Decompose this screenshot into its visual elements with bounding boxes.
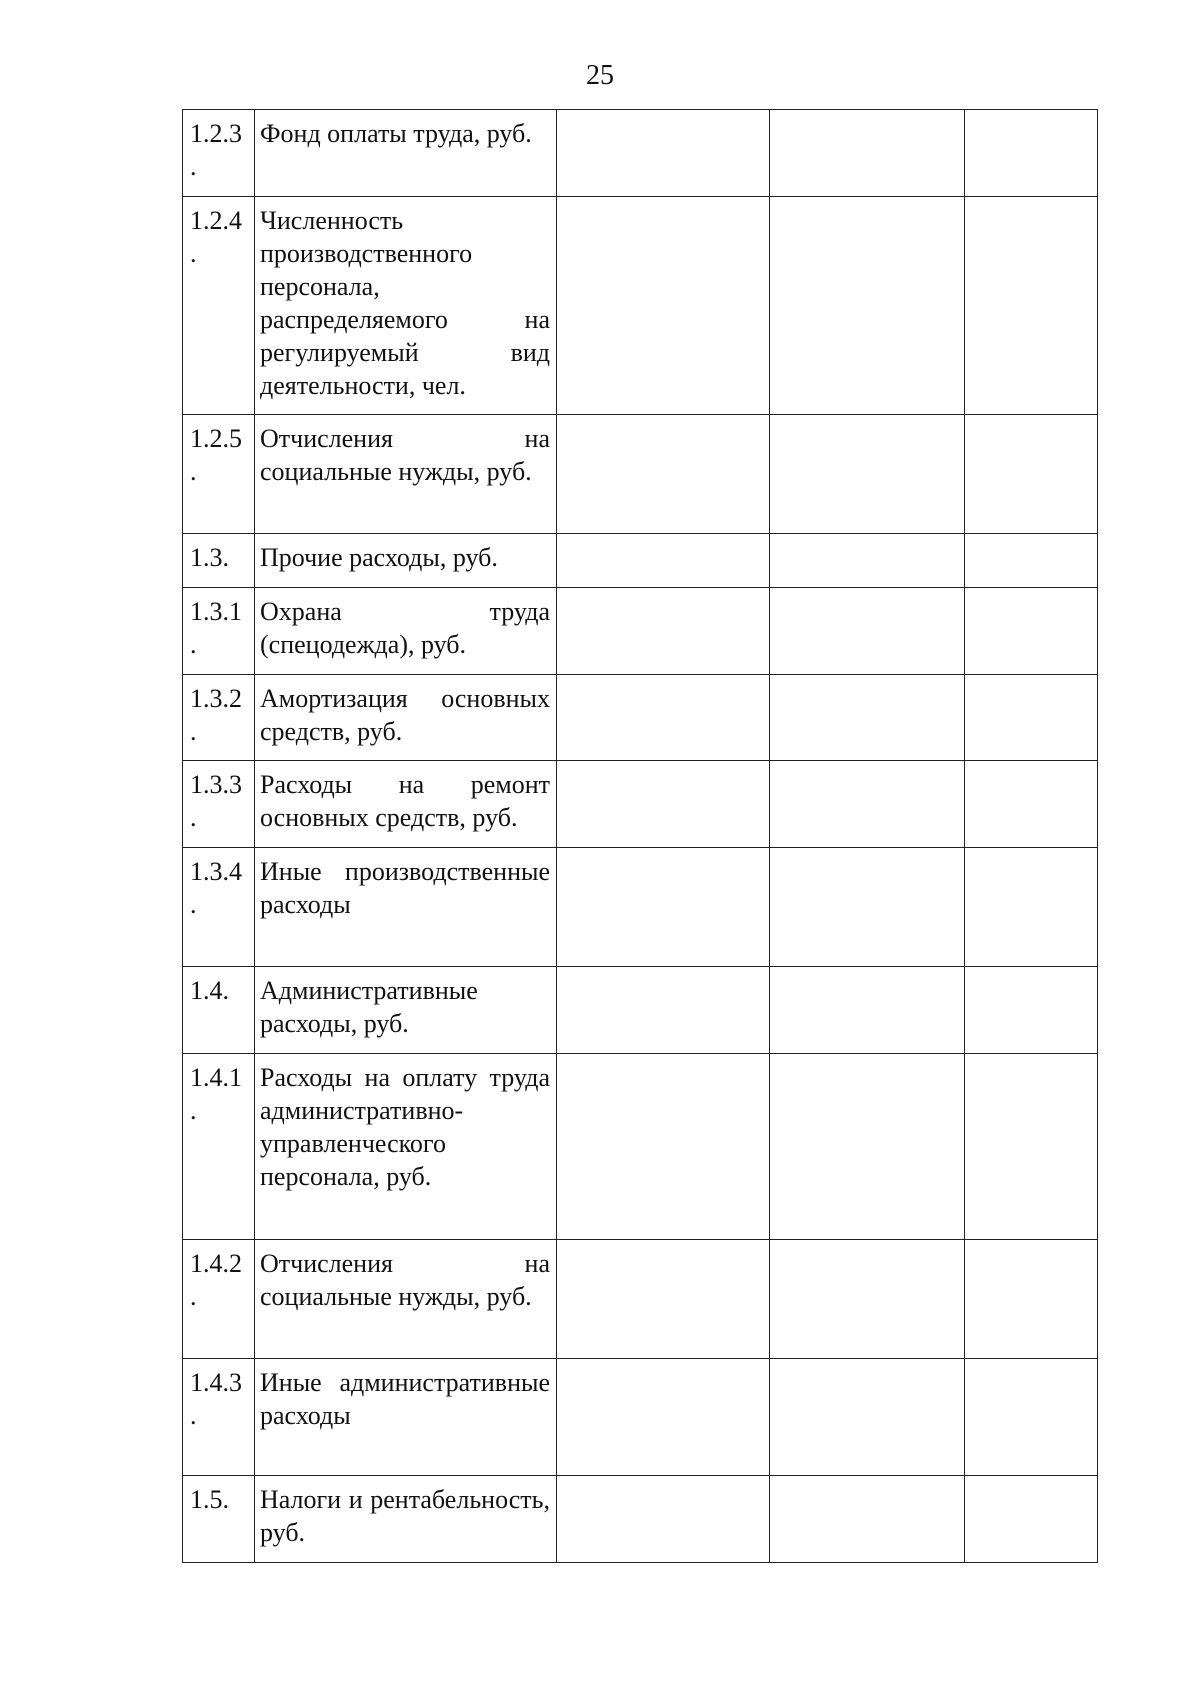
row-name: Иные административные расходы: [255, 1359, 557, 1476]
value-cell: [557, 415, 770, 534]
value-cell: [557, 110, 770, 197]
row-name: Отчисления на социальные нужды, руб.: [255, 1240, 557, 1359]
value-cell: [965, 1054, 1098, 1240]
value-cell: [770, 761, 965, 848]
value-cell: [557, 967, 770, 1054]
row-name: Отчисления на социальные нужды, руб.: [255, 415, 557, 534]
value-cell: [557, 1359, 770, 1476]
table-row: [183, 761, 1098, 848]
value-cell: [770, 1054, 965, 1240]
row-number: 1.4.1 .: [183, 1054, 255, 1240]
table-row: [183, 110, 1098, 197]
table-row: [183, 588, 1098, 675]
cost-table: [182, 109, 1098, 1563]
row-number: 1.3.1 .: [183, 588, 255, 675]
value-cell: [965, 848, 1098, 967]
value-cell: [965, 415, 1098, 534]
value-cell: [557, 588, 770, 675]
value-cell: [557, 1476, 770, 1563]
value-cell: [770, 110, 965, 197]
value-cell: [965, 534, 1098, 588]
value-cell: [557, 1054, 770, 1240]
table-row: [183, 534, 1098, 588]
value-cell: [770, 588, 965, 675]
value-cell: [770, 967, 965, 1054]
value-cell: [770, 1359, 965, 1476]
value-cell: [965, 967, 1098, 1054]
table-row: [183, 1240, 1098, 1359]
row-name: Численность производственного персонала, распределяемого на регулируемый вид деятельности, чел.: [255, 197, 557, 415]
value-cell: [557, 675, 770, 761]
row-name: Административные расходы, руб.: [255, 967, 557, 1054]
value-cell: [770, 197, 965, 415]
row-name: Охрана труда (спецодежда), руб.: [255, 588, 557, 675]
table-row: [183, 675, 1098, 761]
row-name: Фонд оплаты труда, руб.: [255, 110, 557, 197]
value-cell: [965, 1359, 1098, 1476]
table-row: [183, 1359, 1098, 1476]
value-cell: [557, 1240, 770, 1359]
row-name: Иные производственные расходы: [255, 848, 557, 967]
value-cell: [770, 534, 965, 588]
row-number: 1.2.3 .: [183, 110, 255, 197]
row-name: Расходы на оплату труда административно-управленческого персонала, руб.: [255, 1054, 557, 1240]
row-number: 1.4.3 .: [183, 1359, 255, 1476]
table-row: [183, 1476, 1098, 1563]
row-name: Налоги и рентабельность, руб.: [255, 1476, 557, 1563]
row-number: 1.3.: [183, 534, 255, 588]
value-cell: [557, 197, 770, 415]
value-cell: [557, 761, 770, 848]
value-cell: [965, 761, 1098, 848]
row-number: 1.4.2 .: [183, 1240, 255, 1359]
row-number: 1.4.: [183, 967, 255, 1054]
row-number: 1.3.4 .: [183, 848, 255, 967]
row-name: Расходы на ремонт основных средств, руб.: [255, 761, 557, 848]
value-cell: [965, 197, 1098, 415]
row-number: 1.3.3 .: [183, 761, 255, 848]
value-cell: [770, 1476, 965, 1563]
table-row: [183, 415, 1098, 534]
row-number: 1.2.5 .: [183, 415, 255, 534]
value-cell: [770, 675, 965, 761]
value-cell: [557, 848, 770, 967]
row-number: 1.3.2 .: [183, 675, 255, 761]
value-cell: [965, 588, 1098, 675]
table-row: [183, 197, 1098, 415]
value-cell: [965, 675, 1098, 761]
row-name: Амортизация основных средств, руб.: [255, 675, 557, 761]
value-cell: [965, 110, 1098, 197]
value-cell: [770, 848, 965, 967]
row-number: 1.2.4 .: [183, 197, 255, 415]
page-number: 25: [586, 60, 614, 91]
value-cell: [965, 1476, 1098, 1563]
table-row: [183, 967, 1098, 1054]
value-cell: [770, 1240, 965, 1359]
value-cell: [965, 1240, 1098, 1359]
table-row: [183, 848, 1098, 967]
value-cell: [770, 415, 965, 534]
value-cell: [557, 534, 770, 588]
table-row: [183, 1054, 1098, 1240]
row-number: 1.5.: [183, 1476, 255, 1563]
row-name: Прочие расходы, руб.: [255, 534, 557, 588]
